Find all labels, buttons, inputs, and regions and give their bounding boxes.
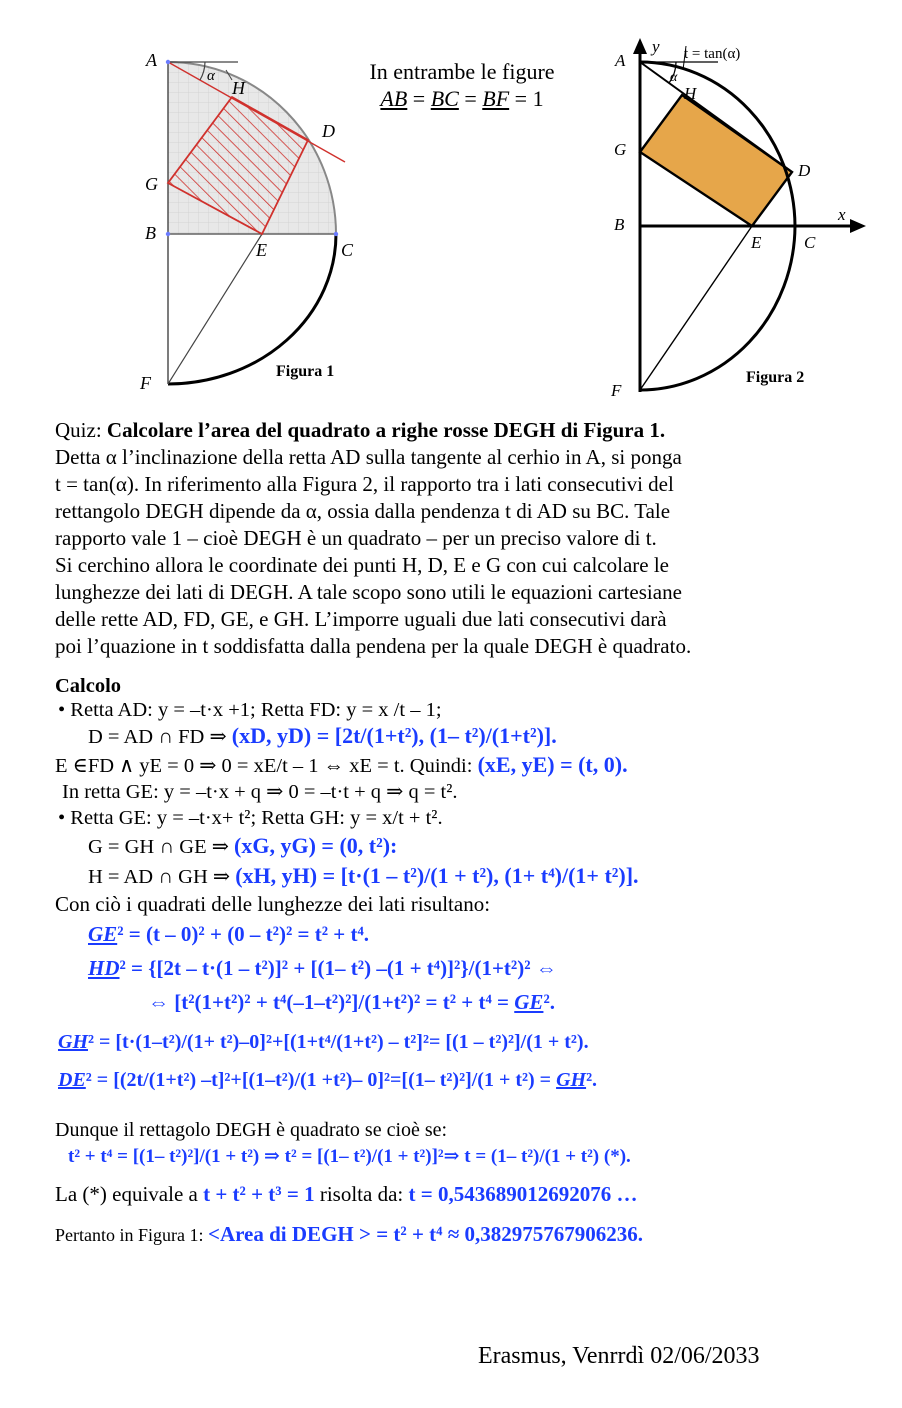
arc-lower (168, 234, 336, 384)
calc-line-3: E ∈FD ∧ yE = 0 ⇒ 0 = xE/t – 1 ⇔ xE = t. Quindi: (xE, yE) = (t, 0). (55, 752, 628, 777)
calc-line-2: D = AD ∩ FD ⇒ (xD, yD) = [2t/(1+t²), (1– t²)/(1+t²)]. (88, 723, 557, 748)
figure-note-line1: In entrambe le figure (369, 59, 555, 84)
fig2-label-b: B (614, 215, 625, 234)
quiz-title: Calcolare l’area del quadrato a righe rosse DEGH di Figura 1. (106, 418, 666, 442)
fig1-label-g: G (145, 174, 158, 194)
rectangle-degh (640, 95, 792, 226)
fig2-label-c: C (804, 233, 816, 252)
calc-line-13: DE² = [(2t/(1+t²) –t]²+[(1–t²)/(1 +t²)– 0]²=[(1– t²)²]/(1 + t²) = GH². (58, 1069, 598, 1091)
fig1-label-d: D (322, 121, 335, 141)
quiz-title-line: Quiz: Calcolare l’area del quadrato a righe rosse DEGH di Figura 1. (55, 418, 666, 442)
quiz-line: lunghezze dei lati di DEGH. A tale scopo sono utili le equazioni cartesiane (55, 580, 682, 604)
calc-heading: Calcolo (55, 675, 122, 697)
fig2-label-alpha: α (670, 70, 678, 85)
calc-line-1: • Retta AD: y = –t·x +1; Retta FD: y = x /t – 1; (58, 699, 442, 721)
calc-line-14: Dunque il rettagolo DEGH è quadrato se cioè se: (55, 1119, 448, 1141)
fig1-label-f: F (140, 373, 151, 393)
fig2-label-y: y (652, 37, 660, 56)
fig1-label-e: E (256, 240, 267, 260)
quiz-line: Detta α l’inclinazione della retta AD sulla tangente al cerhio in A, si ponga (55, 445, 682, 469)
quiz-line: t = tan(α). In riferimento alla Figura 2, il rapporto tra i lati consecutivi del (55, 472, 674, 496)
calc-line-6: G = GH ∩ GE ⇒ (xG, yG) = (0, t²): (88, 833, 398, 858)
fig2-label-d: D (798, 161, 811, 180)
calc-line-9: GE² = (t – 0)² + (0 – t²)² = t² + t⁴. (88, 922, 370, 946)
quiz-line: poi l’quazione in t soddisfatta dalla pendena per la quale DEGH è quadrato. (55, 634, 692, 658)
fig1-caption: Figura 1 (276, 363, 335, 380)
fig2-label-f: F (611, 381, 622, 400)
fig2-label-h: H (684, 84, 697, 103)
calc-line-7: H = AD ∩ GH ⇒ (xH, yH) = [t·(1 – t²)/(1 + t²), (1+ t⁴)/(1+ t²)]. (88, 863, 639, 888)
calc-line-12: GH² = [t·(1–t²)/(1+ t²)–0]²+[(1+t⁴/(1+t²) – t²]²= [(1 – t²)²]/(1 + t²). (58, 1031, 589, 1053)
quiz-line: rapporto vale 1 – cioè DEGH è un quadrato – per un preciso valore di t. (55, 526, 657, 550)
calc-line-17: Pertanto in Figura 1: <Area di DEGH > = t² + t⁴ ≈ 0,382975767906236. (55, 1222, 643, 1246)
quiz-line: Si cerchino allora le coordinate dei punti H, D, E e G con cui calcolare le (55, 553, 670, 577)
figure-note (346, 58, 578, 112)
fig2-label-e: E (751, 233, 762, 252)
calc-line-10: HD² = {[2t – t·(1 – t²)]² + [(1– t²) –(1 + t⁴)]²}/(1+t²)² ⇔ (88, 956, 557, 980)
calc-line-16: La (*) equivale a t + t² + t³ = 1 risolta da: t = 0,543689012692076 … (55, 1182, 638, 1206)
fig1-label-c: C (341, 240, 354, 260)
fig2-label-x: x (838, 205, 846, 224)
figure-note-equation: AB = BC = BF = 1 (380, 86, 544, 111)
fig1-label-alpha: α (207, 68, 215, 84)
calc-line-11: ⇔ [t²(1+t²)² + t⁴(–1–t²)²]/(1+t²)² = t² + t⁴ = GE². (148, 990, 555, 1014)
calc-line-5: • Retta GE: y = –t·x+ t²; Retta GH: y = x/t + t². (58, 807, 443, 829)
calc-line-8: Con ciò i quadrati delle lunghezze dei lati risultano: (55, 892, 491, 916)
figure-1 (130, 40, 360, 400)
calc-line-15: t² + t⁴ = [(1– t²)²]/(1 + t²) ⇒ t² = [(1– t²)/(1 + t²)]²⇒ t = (1– t²)/(1 + t²) (*). (68, 1146, 631, 1167)
fig2-caption: Figura 2 (746, 369, 805, 386)
calc-line-4: In retta GE: y = –t·x + q ⇒ 0 = –t·t + q ⇒ q = t². (62, 781, 458, 803)
quiz-line: rettangolo DEGH dipende da α, ossia dalla pendenza t di AD su BC. Tale (55, 499, 671, 523)
fig2-label-g: G (614, 140, 627, 159)
fig1-label-a: A (146, 50, 157, 70)
fig2-label-a: A (615, 51, 626, 70)
fig1-label-h: H (232, 78, 245, 98)
quiz-line: delle rette AD, FD, GE, e GH. L’imporre uguali due lati consecutivi darà (55, 607, 667, 631)
fig2-label-tan: t = tan(α) (684, 46, 741, 62)
figure-2 (600, 36, 870, 402)
fig1-label-b: B (145, 223, 156, 243)
signature: Erasmus, Venrrdì 02/06/2033 (478, 1343, 760, 1369)
